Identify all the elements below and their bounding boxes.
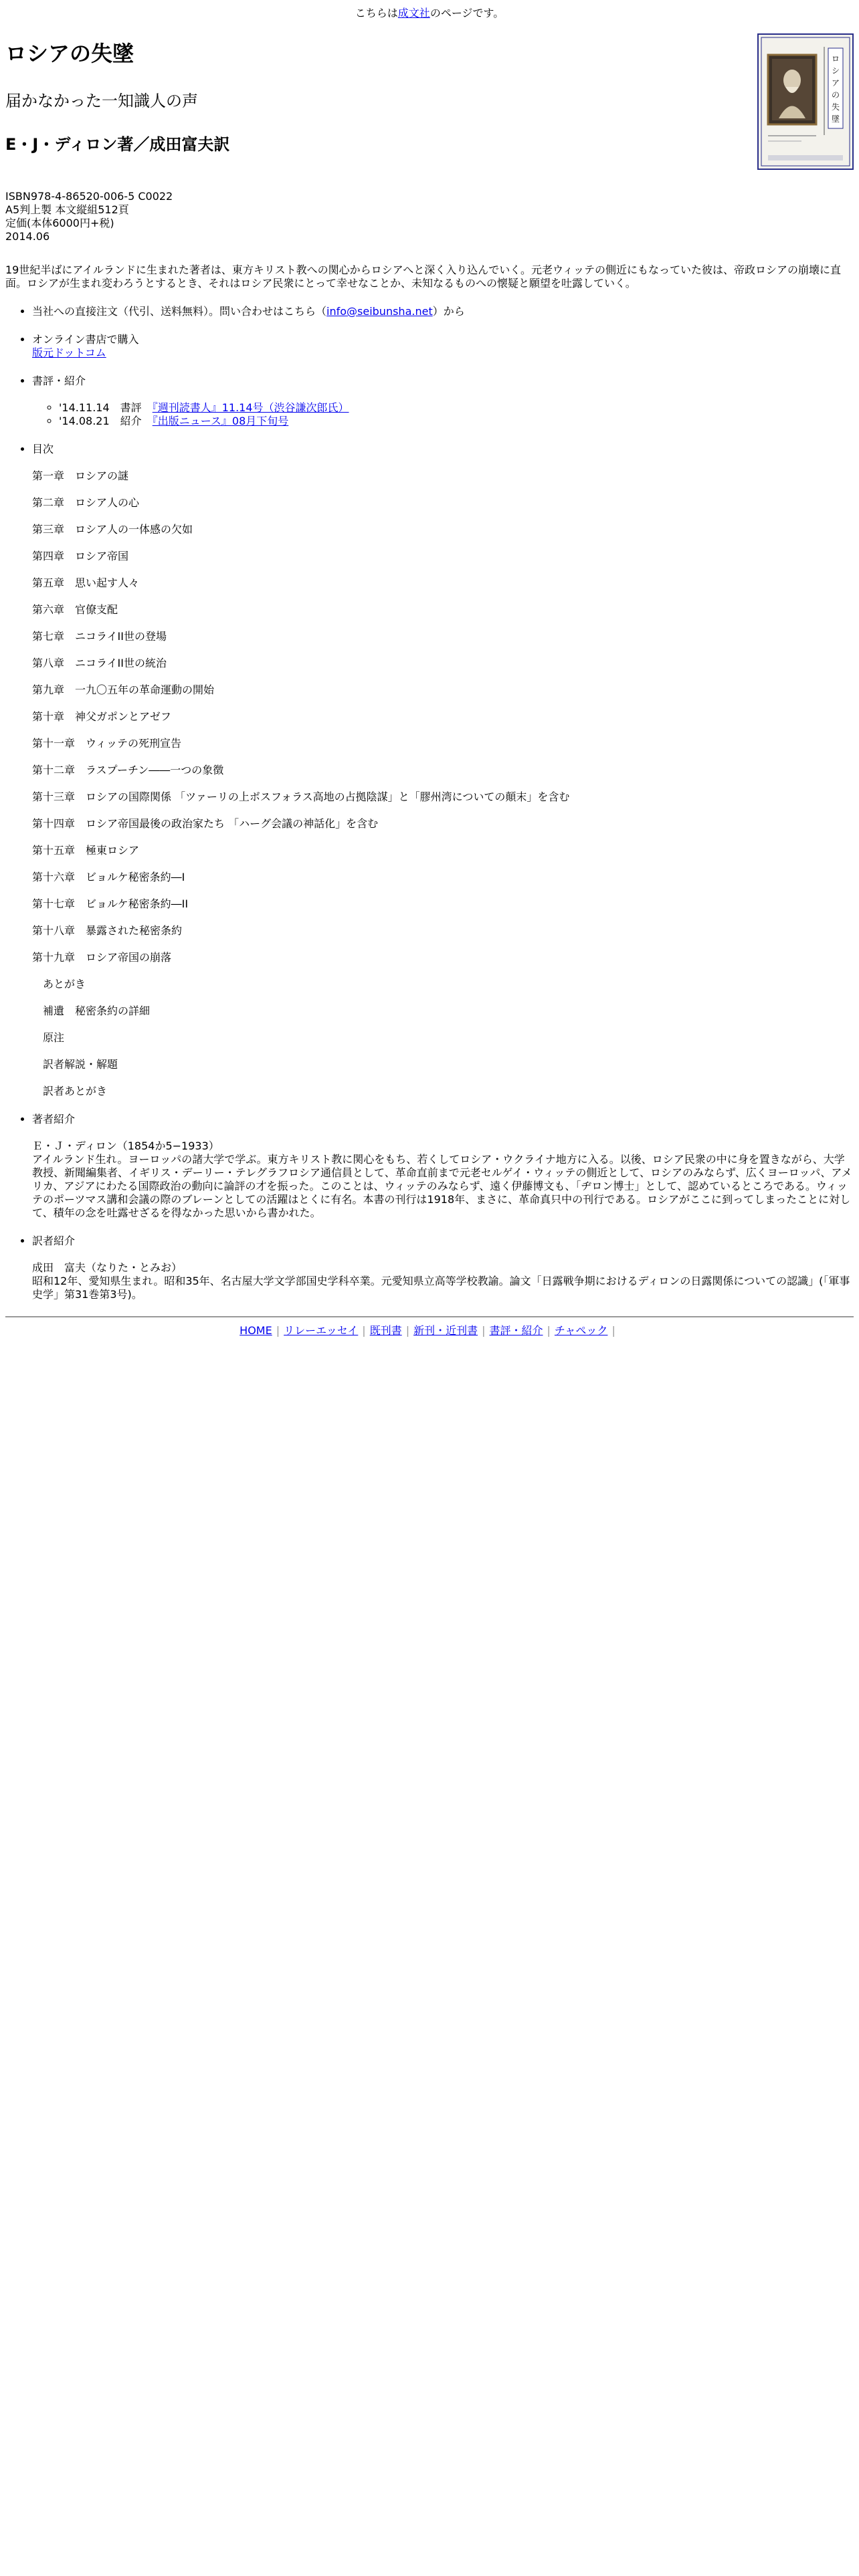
reviews-label: • 書評・紹介 xyxy=(32,374,86,387)
toc-chapter: 第八章 ニコライII世の統治 xyxy=(32,656,167,669)
info-list xyxy=(5,305,854,1301)
svg-text:失: 失 xyxy=(831,102,840,112)
review-date: '14.08.21 xyxy=(59,414,110,427)
list-item-toc xyxy=(32,443,854,1098)
toc-chapter: 第十三章 ロシアの国際関係 「ツァーリの上ボスフォラス高地の占拠陰謀」と「膠州湾についての顛末」を含む xyxy=(32,790,570,803)
list-item-author-bio xyxy=(32,1113,854,1220)
publisher-link[interactable]: 成文社 xyxy=(397,7,430,19)
author-bio-text: アイルランド生れ。ヨーロッパの諸大学で学ぶ。東方キリスト教に関心をもち、若くしてロシア・ウクライナ地方に入る。以後、ロシア民衆の中に身を置きながら、大学教授、新聞編集者、イギリス・デーリー・テレグラフロシア通信員として、革命直前まで元老セルゲイ・ウィッテの側近として、ロシアのみならず、広くヨーロッパ、アメリカ、アジアにわたる国際政治の動向に論評の才を振った。このことは、ウィッテのみならず、遠く伊藤博文も、「ヂロン博士」として、認めているところである。ウィッテのポーツマス講和会議の際のブレーンとしての活躍はとくに有名。本書の刊行は1918年、まさに、革命真只中の刊行である。ロシアがここに到ってしまったことに対して、積年の念を吐露せざるを得なかった思いから書かれた。 xyxy=(32,1152,852,1219)
toc-chapter: 第七章 ニコライII世の登場 xyxy=(32,629,167,643)
footer-link-capek[interactable]: チャペック xyxy=(554,1323,608,1337)
cover-art-icon xyxy=(759,35,852,169)
review-item xyxy=(59,401,854,415)
nav-separator: | xyxy=(405,1323,410,1337)
footer-divider xyxy=(5,1316,854,1317)
translator-name: 成田 富夫（なりた・とみお） xyxy=(32,1261,183,1274)
translator-bio-label: • 訳者紹介 xyxy=(32,1234,76,1247)
book-description: 19世紀半ばにアイルランドに生まれた著者は、東方キリスト教への関心からロシアへと深く入り込んでいく。元老ウィッテの側近にもなっていた彼は、帝政ロシアの崩壊に直面。ロシアが生まれ変わろうとするとき、それはロシア民衆にとって幸せなことか、未知なるものへの懐疑と願望を吐露していく。 xyxy=(5,263,842,290)
toc-label: • 目次 xyxy=(32,442,54,455)
svg-text:墜: 墜 xyxy=(831,114,840,124)
toc-extra: 訳者あとがき xyxy=(43,1084,108,1097)
svg-text:の: の xyxy=(831,90,840,100)
toc-chapter: 第五章 思い起す人々 xyxy=(32,576,140,589)
toc-chapter: 第十四章 ロシア帝国最後の政治家たち 「ハーグ会議の神話化」を含む xyxy=(32,817,379,830)
book-meta xyxy=(5,190,854,243)
author-bio-label: • 著者紹介 xyxy=(32,1112,76,1125)
toc-chapter: 第四章 ロシア帝国 xyxy=(32,549,129,562)
footer-link-relay-essay[interactable]: リレーエッセイ xyxy=(284,1323,359,1337)
footer-link-reviews[interactable]: 書評・紹介 xyxy=(489,1323,543,1337)
book-date: 2014.06 xyxy=(5,229,50,243)
toc-chapter: 第十章 神父ガポンとアゼフ xyxy=(32,710,171,723)
list-item-translator-bio xyxy=(32,1235,854,1301)
toc-chapter: 第十一章 ウィッテの死刑宣告 xyxy=(32,736,182,750)
footer-link-backlist[interactable]: 既刊書 xyxy=(369,1323,402,1337)
review-kind: 書評 xyxy=(120,401,142,414)
toc-chapter: 第十六章 ビョルケ秘密条約―I xyxy=(32,870,185,883)
nav-separator: | xyxy=(547,1323,551,1337)
toc-extra: あとがき xyxy=(43,977,86,990)
toc-chapter: 第十八章 暴露された秘密条約 xyxy=(32,924,183,937)
toc-extra: 訳者解説・解題 xyxy=(43,1057,118,1071)
footer-link-home[interactable]: HOME xyxy=(240,1323,272,1337)
translator-bio-text: 昭和12年、愛知県生まれ。昭和35年、名古屋大学文学部国史学科卒業。元愛知県立高等学校教諭。論文「日露戦争期におけるディロンの日露関係についての認識」(「軍事史学」第31巻第3号)。 xyxy=(32,1274,850,1301)
nav-separator: | xyxy=(611,1323,615,1337)
book-title: ロシアの失墜 xyxy=(5,40,134,66)
list-item-order xyxy=(32,305,854,318)
review-link[interactable]: 『週刊読書人』11.14号（渋谷謙次郎氏） xyxy=(152,401,349,414)
nav-separator: | xyxy=(482,1323,486,1337)
review-date: '14.11.14 xyxy=(59,401,110,414)
top-note-prefix: こちらは xyxy=(355,7,398,19)
toc-chapter: 第十七章 ビョルケ秘密条約―II xyxy=(32,897,189,910)
book-format: A5判上製 本文縦組512頁 xyxy=(5,203,129,216)
top-note xyxy=(5,0,854,21)
book-authors: E・J・ディロン著／成田富夫訳 xyxy=(5,134,230,154)
toc-chapter: 第九章 一九〇五年の革命運動の開始 xyxy=(32,683,215,696)
author-name: Ｅ・Ｊ・ディロン（1854か5−1933） xyxy=(32,1139,219,1152)
svg-text:シ: シ xyxy=(831,66,840,76)
toc-chapter: 第二章 ロシア人の心 xyxy=(32,496,140,509)
review-link[interactable]: 『出版ニュース』08月下旬号 xyxy=(152,414,289,427)
toc-chapter: 第十二章 ラスプーチン――一つの象徴 xyxy=(32,763,224,776)
book-cover-image xyxy=(757,33,854,170)
footer-link-new-books[interactable]: 新刊・近刊書 xyxy=(413,1323,478,1337)
email-link[interactable]: info@seibunsha.net xyxy=(326,304,433,318)
toc-chapter: 第一章 ロシアの謎 xyxy=(32,469,129,482)
svg-text:ロ: ロ xyxy=(831,54,840,64)
review-kind: 紹介 xyxy=(120,414,142,427)
book-price: 定価(本体6000円+税) xyxy=(5,216,114,229)
top-note-suffix: のページです。 xyxy=(430,7,504,19)
toc-chapter: 第三章 ロシア人の一体感の欠如 xyxy=(32,522,193,536)
toc-chapter: 第十五章 極東ロシア xyxy=(32,843,140,857)
order-prefix: 当社への直接注文（代引、送料無料）。問い合わせはこちら（ xyxy=(32,304,327,318)
toc-chapter: 第六章 官僚支配 xyxy=(32,603,118,616)
order-suffix: ）から xyxy=(432,304,465,318)
reviews-sublist xyxy=(32,401,854,428)
toc-extra: 補遺 秘密条約の詳細 xyxy=(43,1004,151,1017)
review-item xyxy=(59,415,854,428)
nav-separator: | xyxy=(276,1323,280,1337)
list-item-reviews xyxy=(32,374,854,428)
list-item-online xyxy=(32,333,854,360)
nav-separator: | xyxy=(362,1323,366,1337)
toc-chapter: 第十九章 ロシア帝国の崩落 xyxy=(32,950,172,964)
online-label: • オンライン書店で購入 xyxy=(32,332,139,346)
footer-nav xyxy=(5,1324,854,1337)
book-subtitle: 届かなかった一知識人の声 xyxy=(5,92,198,111)
book-isbn: ISBN978-4-86520-006-5 C0022 xyxy=(5,189,173,203)
hanmoto-link[interactable]: 版元ドットコム xyxy=(32,346,106,359)
toc-extra: 原注 xyxy=(43,1031,65,1044)
svg-text:ア: ア xyxy=(831,78,840,88)
